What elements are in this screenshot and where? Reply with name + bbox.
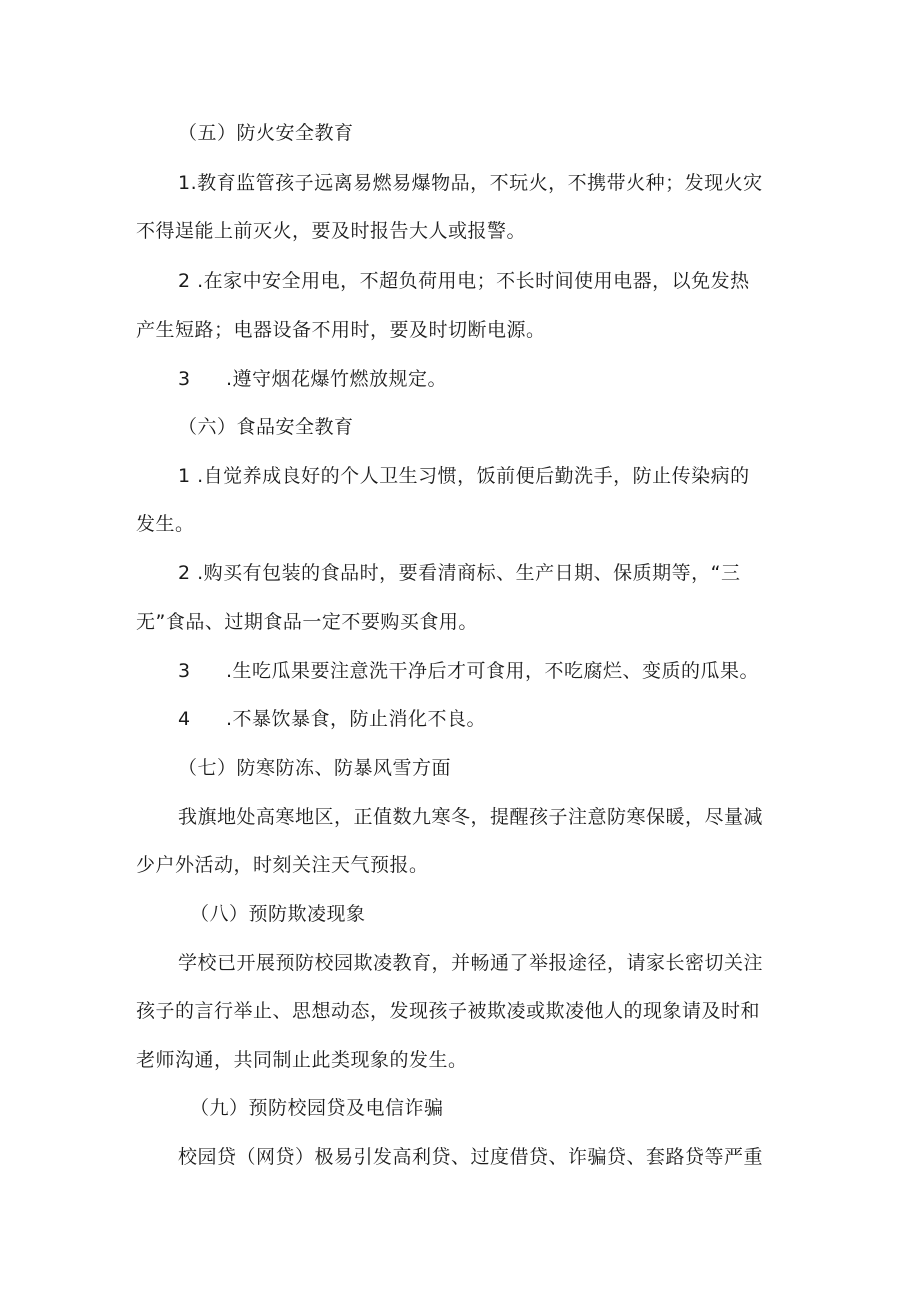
section-heading-fire-safety: （五）防火安全教育 — [178, 122, 354, 144]
list-item-text: .不暴饮暴食，防止消化不良。 — [226, 708, 487, 730]
section-heading-cold-protection: （七）防寒防冻、防暴风雪方面 — [178, 757, 452, 779]
paragraph-line: 无”食品、过期食品一定不要购买食用。 — [136, 611, 478, 633]
paragraph-line: 校园贷（网贷）极易引发高利贷、过度借贷、诈骗贷、套路贷等严重 — [178, 1146, 764, 1168]
paragraph-line: 老师沟通，共同制止此类现象的发生。 — [136, 1049, 468, 1071]
list-item-text: .遵守烟花爆竹燃放规定。 — [226, 368, 448, 390]
paragraph-line: 学校已开展预防校园欺凌教育，并畅通了举报途径，请家长密切关注 — [178, 952, 764, 974]
section-heading-loan-fraud: （九）预防校园贷及电信诈骗 — [190, 1097, 444, 1119]
section-heading-anti-bullying: （八）预防欺凌现象 — [190, 903, 366, 925]
list-item-text: .生吃瓜果要注意洗干净后才可食用，不吃腐烂、变质的瓜果。 — [226, 660, 760, 682]
paragraph-line: 发生。 — [136, 513, 195, 535]
paragraph-line: 少户外活动，时刻关注天气预报。 — [136, 854, 429, 876]
paragraph-line: 孩子的言行举止、思想动态，发现孩子被欺凌或欺凌他人的现象请及时和 — [136, 1000, 761, 1022]
list-item-number: 3 — [178, 368, 191, 390]
paragraph-line: 不得逞能上前灭火，要及时报告大人或报警。 — [136, 220, 527, 242]
section-heading-food-safety: （六）食品安全教育 — [178, 416, 354, 438]
paragraph-line: 1.教育监管孩子远离易燃易爆物品，不玩火，不携带火种；发现火灾 — [178, 172, 763, 194]
list-item-number: 3 — [178, 660, 191, 682]
paragraph-line: 我旗地处高寒地区，正值数九寒冬，提醒孩子注意防寒保暖，尽量减 — [178, 806, 764, 828]
paragraph-line: 1 .自觉养成良好的个人卫生习惯，饭前便后勤洗手，防止传染病的 — [178, 465, 750, 487]
paragraph-line: 产生短路；电器设备不用时，要及时切断电源。 — [136, 319, 546, 341]
paragraph-line: 2 .在家中安全用电，不超负荷用电；不长时间使用电器，以免发热 — [178, 270, 750, 292]
paragraph-line: 2 .购买有包装的食品时，要看清商标、生产日期、保质期等，“三 — [178, 562, 741, 584]
list-item-number: 4 — [178, 708, 191, 730]
